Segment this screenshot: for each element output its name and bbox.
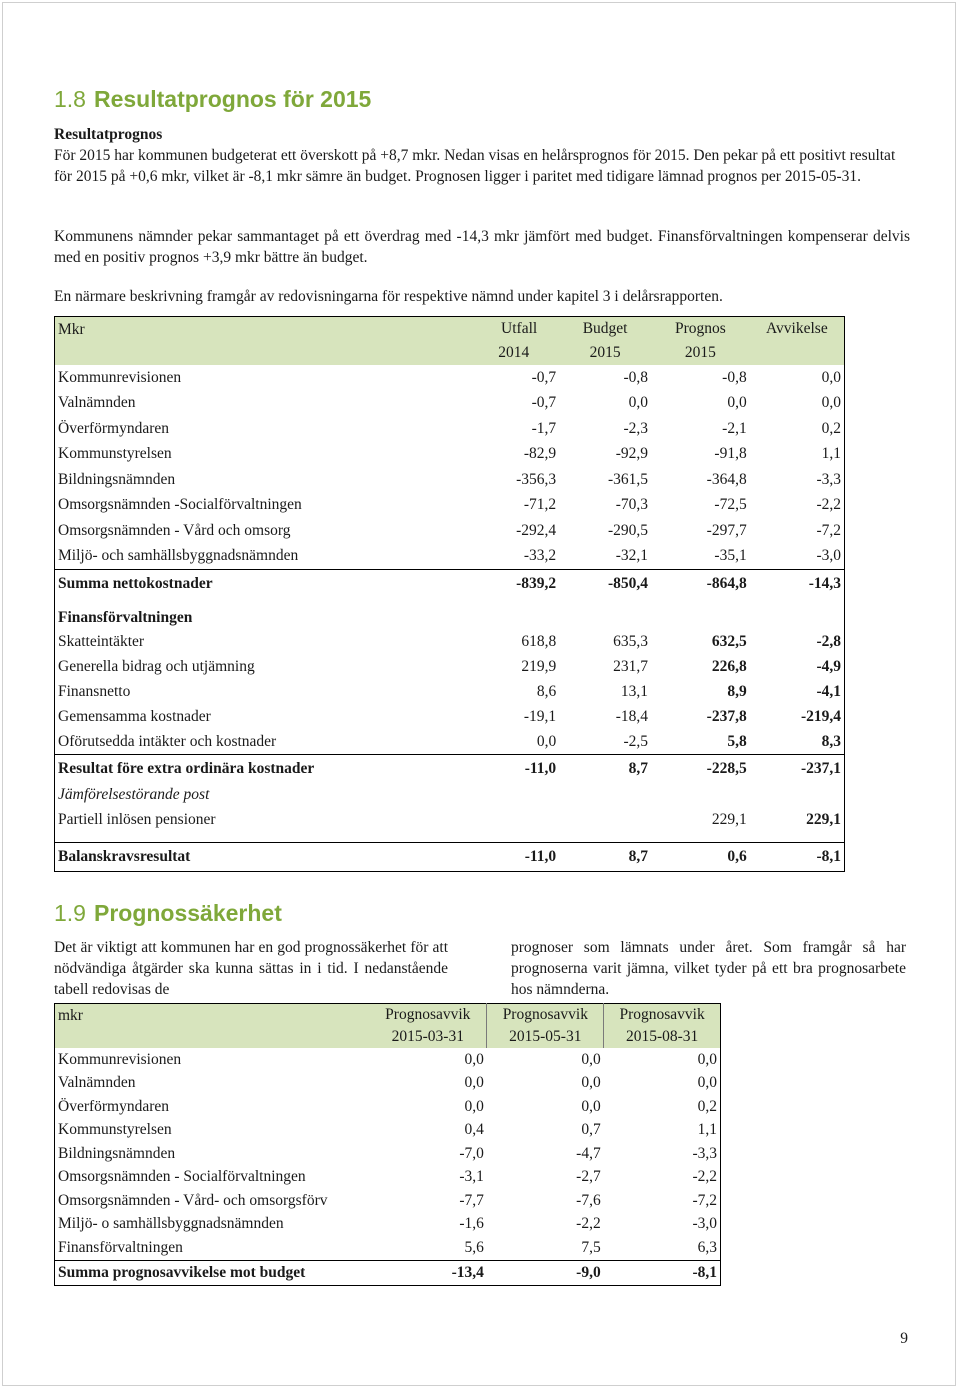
cell-value: -0,8 bbox=[623, 368, 649, 386]
table-row bbox=[55, 1048, 721, 1072]
section-title: Prognossäkerhet bbox=[93, 900, 282, 926]
table-row bbox=[55, 1119, 721, 1143]
cell-value: 0,0 bbox=[581, 1097, 601, 1115]
cell-value: -4,7 bbox=[576, 1144, 601, 1162]
cell-value: -839,2 bbox=[448, 570, 559, 598]
row-label: Omsorgsnämnden - Vård och omsorg bbox=[58, 521, 291, 539]
row-label: Miljö- o samhällsbyggnadsnämnden bbox=[58, 1215, 284, 1233]
cell-value: 13,1 bbox=[620, 682, 649, 700]
paragraph-col-1: Det är viktigt att kommunen har en god prognossäkerhet för att nödvändiga åtgärder ska kunna sättas in i tid. I nedanstående tabell redovisas de bbox=[54, 939, 448, 998]
balance-row bbox=[55, 843, 845, 872]
header-label: Mkr bbox=[55, 317, 449, 366]
cell-value: -2,2 bbox=[576, 1215, 601, 1233]
cell-value: 0,6 bbox=[651, 843, 750, 872]
cell-value: 229,1 bbox=[711, 810, 747, 828]
cell-value: -7,2 bbox=[692, 1191, 717, 1209]
cell-value: 618,8 bbox=[521, 632, 557, 650]
cell-value: -1,6 bbox=[459, 1215, 484, 1233]
header-col: Budget bbox=[559, 317, 651, 342]
cell-value bbox=[448, 807, 559, 832]
cell-value: -2,2 bbox=[692, 1168, 717, 1186]
cell-value: -237,1 bbox=[750, 755, 845, 783]
cell-value: -9,0 bbox=[487, 1260, 604, 1285]
header-col: Prognosavvik bbox=[369, 1004, 487, 1027]
cell-value: 0,2 bbox=[697, 1097, 717, 1115]
row-label: Finansnetto bbox=[58, 682, 131, 700]
table-row bbox=[55, 704, 845, 729]
cell-value: -19,1 bbox=[523, 707, 557, 725]
table-row bbox=[55, 391, 845, 417]
cell-value: 0,0 bbox=[628, 394, 649, 412]
cell-value: 1,1 bbox=[697, 1121, 717, 1139]
cell-value: -7,2 bbox=[816, 521, 841, 539]
cell-value: 8,6 bbox=[536, 682, 557, 700]
forecast-accuracy-table bbox=[54, 1003, 721, 1286]
table-row bbox=[55, 365, 845, 391]
cell-value: 635,3 bbox=[613, 632, 649, 650]
cell-value: -71,2 bbox=[523, 496, 557, 514]
header-year: 2014 bbox=[448, 341, 559, 365]
cell-value: -2,8 bbox=[816, 632, 841, 650]
table-row bbox=[55, 493, 845, 519]
cell-value: -361,5 bbox=[607, 470, 649, 488]
cell-value: -0,7 bbox=[531, 368, 557, 386]
row-label: Omsorgsnämnden - Vård- och omsorgsförv bbox=[58, 1191, 328, 1209]
cell-value: 0,0 bbox=[464, 1050, 484, 1068]
sum-row bbox=[55, 570, 845, 598]
cell-value: 5,6 bbox=[464, 1238, 484, 1256]
cell-value: -35,1 bbox=[714, 547, 747, 565]
table-header-row bbox=[55, 317, 845, 342]
cell-value: 0,0 bbox=[821, 368, 841, 386]
row-label: Kommunstyrelsen bbox=[58, 445, 172, 463]
row-label: Resultat före extra ordinära kostnader bbox=[55, 755, 449, 783]
cell-value: 0,0 bbox=[697, 1050, 717, 1068]
row-label: Bildningsnämnden bbox=[58, 470, 176, 488]
header-col: Utfall bbox=[448, 317, 559, 342]
header-date: 2015-03-31 bbox=[369, 1026, 487, 1048]
section-number: 1.9 bbox=[54, 900, 86, 926]
cell-value: 5,8 bbox=[727, 732, 747, 750]
cell-value: -3,0 bbox=[816, 547, 841, 565]
cell-value: 632,5 bbox=[711, 632, 747, 650]
subheading: Resultatprognos bbox=[54, 126, 163, 143]
cell-value: -7,0 bbox=[459, 1144, 484, 1162]
cell-value: -3,3 bbox=[816, 470, 841, 488]
table-row bbox=[55, 629, 845, 654]
table-row bbox=[55, 1095, 721, 1119]
result-row bbox=[55, 755, 845, 783]
cell-value: -7,7 bbox=[459, 1191, 484, 1209]
cell-value: -4,1 bbox=[816, 682, 841, 700]
header-date: 2015-08-31 bbox=[604, 1026, 721, 1048]
cell-value: -4,9 bbox=[816, 657, 841, 675]
table-row bbox=[55, 807, 845, 832]
table-row bbox=[55, 1142, 721, 1166]
cell-value: 219,9 bbox=[521, 657, 557, 675]
cell-value: 0,0 bbox=[581, 1050, 601, 1068]
row-label: Bildningsnämnden bbox=[58, 1144, 176, 1162]
cell-value: -8,1 bbox=[604, 1260, 721, 1285]
cell-value: -3,1 bbox=[459, 1168, 484, 1186]
header-year: 2015 bbox=[559, 341, 651, 365]
row-label: Valnämnden bbox=[58, 394, 136, 412]
cell-value: -13,4 bbox=[369, 1260, 487, 1285]
cell-value: -11,0 bbox=[448, 755, 559, 783]
cell-value: 0,0 bbox=[821, 394, 841, 412]
paragraph-1: För 2015 har kommunen budgeterat ett överskott på +8,7 mkr. Nedan visas en helårsprognos för 2015. Den pekar på ett positivt resultat för 2015 på +0,6 mkr, vilket är -8,1 mkr sämre än budget. Prognosen ligger i paritet med tidigare lämnad prognos per 2015-05-31. bbox=[54, 147, 896, 185]
header-year bbox=[750, 341, 845, 365]
cell-value: -1,7 bbox=[531, 419, 557, 437]
row-label: Generella bidrag och utjämning bbox=[58, 657, 255, 675]
cell-value: 0,2 bbox=[821, 419, 841, 437]
cell-value: 8,9 bbox=[727, 682, 747, 700]
cell-value: 0,7 bbox=[581, 1121, 601, 1139]
cell-value: -2,3 bbox=[623, 419, 649, 437]
row-label: Överförmyndaren bbox=[58, 1097, 170, 1115]
table-row bbox=[55, 729, 845, 755]
cell-value: 231,7 bbox=[613, 657, 649, 675]
table-header-row bbox=[55, 1004, 721, 1027]
section-number: 1.8 bbox=[54, 86, 86, 112]
row-label: Miljö- och samhällsbyggnadsnämnden bbox=[58, 547, 299, 565]
cell-value: -2,7 bbox=[576, 1168, 601, 1186]
page-number: 9 bbox=[900, 1330, 908, 1347]
row-label: Summa nettokostnader bbox=[55, 570, 449, 598]
cell-value: -70,3 bbox=[615, 496, 649, 514]
cell-value: 0,0 bbox=[464, 1097, 484, 1115]
header-col: Prognosavvik bbox=[604, 1004, 721, 1027]
cell-value: -237,8 bbox=[706, 707, 747, 725]
cell-value: -219,4 bbox=[800, 707, 841, 725]
cell-value: 8,7 bbox=[559, 755, 651, 783]
cell-value: -11,0 bbox=[448, 843, 559, 872]
cell-value: -33,2 bbox=[523, 547, 557, 565]
cell-value: -92,9 bbox=[615, 445, 649, 463]
table-row bbox=[55, 1236, 721, 1260]
table-row bbox=[55, 544, 845, 570]
cell-value: 0,0 bbox=[536, 732, 557, 750]
cell-value: -82,9 bbox=[523, 445, 557, 463]
spacer-row bbox=[55, 832, 845, 843]
header-col: Prognosavvik bbox=[487, 1004, 604, 1027]
cell-value: -364,8 bbox=[706, 470, 747, 488]
cell-value: -18,4 bbox=[615, 707, 649, 725]
row-label: Partiell inlösen pensioner bbox=[58, 810, 216, 828]
finance-section-row bbox=[55, 607, 845, 629]
cell-value: -356,3 bbox=[516, 470, 557, 488]
cell-value: 1,1 bbox=[821, 445, 841, 463]
cell-value: 7,5 bbox=[581, 1238, 601, 1256]
cell-value: 0,0 bbox=[464, 1074, 484, 1092]
header-label: mkr bbox=[55, 1004, 370, 1049]
table-row bbox=[55, 467, 845, 493]
section-heading-1-8 bbox=[54, 86, 371, 113]
cell-value: 226,8 bbox=[711, 657, 747, 675]
cell-value: -290,5 bbox=[607, 521, 649, 539]
row-label: Kommunrevisionen bbox=[58, 368, 182, 386]
cell-value: 229,1 bbox=[806, 810, 841, 828]
cell-value: -850,4 bbox=[559, 570, 651, 598]
cell-value: 8,3 bbox=[821, 732, 841, 750]
cell-value: -864,8 bbox=[651, 570, 750, 598]
table-row bbox=[55, 1166, 721, 1190]
table-row bbox=[55, 1072, 721, 1096]
row-label: Kommunstyrelsen bbox=[58, 1121, 172, 1139]
section-heading-1-9 bbox=[54, 900, 282, 927]
cell-value: -8,1 bbox=[750, 843, 845, 872]
cell-value: -292,4 bbox=[516, 521, 557, 539]
cell-value: 6,3 bbox=[697, 1238, 717, 1256]
row-label: Omsorgsnämnden - Socialförvaltningen bbox=[58, 1168, 306, 1186]
table-row bbox=[55, 416, 845, 442]
cell-value: -32,1 bbox=[615, 547, 649, 565]
paragraph-2: Kommunens nämnder pekar sammantaget på ett överdrag med -14,3 mkr jämfört med budget. Finansförvaltningen kompenserar delvis med en positiv prognos +3,9 mkr bättre än budget. bbox=[54, 228, 910, 266]
row-label: Summa prognosavvikelse mot budget bbox=[55, 1260, 370, 1285]
paragraph-col-2: prognoser som lämnats under året. Som framgår så har prognoserna varit jämna, vilket tyder på ett bra prognosarbete hos nämnderna. bbox=[511, 939, 906, 998]
section-title: Resultatprognos för 2015 bbox=[93, 86, 372, 112]
sum-row bbox=[55, 1260, 721, 1285]
cell-value: -3,0 bbox=[692, 1215, 717, 1233]
cell-value: -91,8 bbox=[714, 445, 747, 463]
row-label: Finansförvaltningen bbox=[58, 1238, 183, 1256]
cell-value: -2,1 bbox=[722, 419, 747, 437]
cell-value: 0,0 bbox=[697, 1074, 717, 1092]
row-label: Överförmyndaren bbox=[58, 419, 170, 437]
cell-value: -2,2 bbox=[816, 496, 841, 514]
cell-value: -0,7 bbox=[531, 394, 557, 412]
header-col: Avvikelse bbox=[750, 317, 845, 342]
row-label: Oförutsedda intäkter och kostnader bbox=[58, 732, 277, 750]
result-forecast-table bbox=[54, 316, 845, 872]
cell-value: -297,7 bbox=[706, 521, 747, 539]
cell-value: 0,0 bbox=[727, 394, 747, 412]
table-row bbox=[55, 654, 845, 679]
row-label: Omsorgsnämnden -Socialförvaltningen bbox=[58, 496, 302, 514]
italic-label-row bbox=[55, 782, 845, 807]
row-label: Balanskravsresultat bbox=[55, 843, 449, 872]
cell-value: 0,4 bbox=[464, 1121, 484, 1139]
row-label: Valnämnden bbox=[58, 1074, 136, 1092]
cell-value: 8,7 bbox=[559, 843, 651, 872]
header-year: 2015 bbox=[651, 341, 750, 365]
italic-label: Jämförelsestörande post bbox=[58, 785, 210, 803]
finance-heading: Finansförvaltningen bbox=[58, 609, 193, 626]
paragraph-3: En närmare beskrivning framgår av redovisningarna för respektive nämnd under kapitel 3 i delårsrapporten. bbox=[54, 288, 723, 305]
spacer-row bbox=[55, 597, 845, 607]
cell-value: -2,5 bbox=[623, 732, 649, 750]
table-row bbox=[55, 518, 845, 544]
row-label: Skatteintäkter bbox=[58, 632, 145, 650]
cell-value: -14,3 bbox=[750, 570, 845, 598]
cell-value: -228,5 bbox=[651, 755, 750, 783]
header-col: Prognos bbox=[651, 317, 750, 342]
cell-value: -7,6 bbox=[576, 1191, 601, 1209]
row-label: Gemensamma kostnader bbox=[58, 707, 211, 725]
table-row bbox=[55, 1213, 721, 1237]
table-row bbox=[55, 679, 845, 704]
table-row bbox=[55, 442, 845, 468]
cell-value bbox=[559, 807, 651, 832]
cell-value: -72,5 bbox=[714, 496, 747, 514]
table-row bbox=[55, 1189, 721, 1213]
cell-value: -0,8 bbox=[722, 368, 747, 386]
row-label: Kommunrevisionen bbox=[58, 1050, 182, 1068]
header-date: 2015-05-31 bbox=[487, 1026, 604, 1048]
cell-value: -3,3 bbox=[692, 1144, 717, 1162]
cell-value: 0,0 bbox=[581, 1074, 601, 1092]
